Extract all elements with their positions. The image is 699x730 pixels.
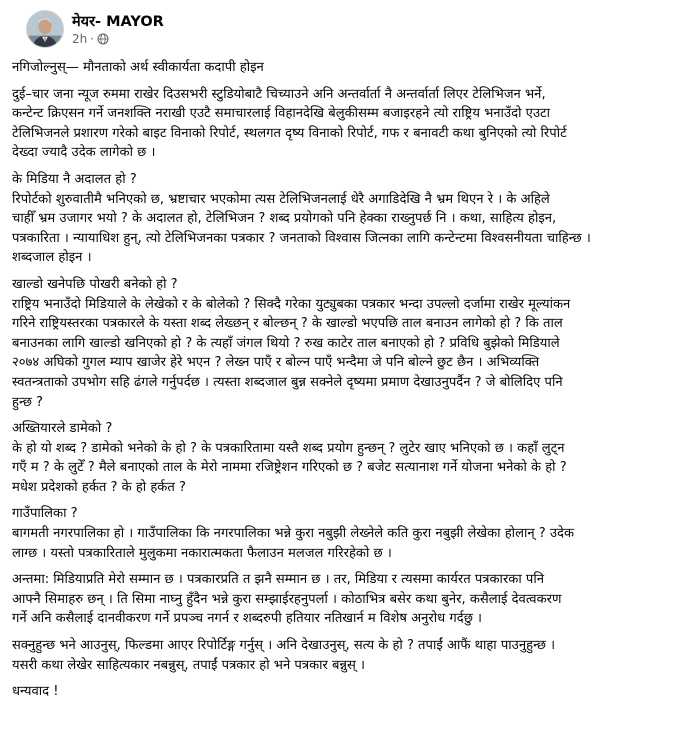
text-line: धन्यवाद ! (12, 684, 59, 700)
text-line: दुई–चार जना न्यूज रुममा राखेर दिउसभरी स्टुडियोबाटै चिच्याउने अनि अन्तर्वार्ता नै अन्तर्वार्ता लिएर टेलिभिजन भर्ने, (12, 86, 546, 102)
text-line: हुन्छ ? (12, 394, 43, 410)
text-line: खाल्डो खनेपछि पोखरी बनेको हो ? (12, 276, 178, 292)
text-line: २०७४ अघिको गुगल म्याप खाजेर हेरे भएन ? लेख्न पाएँ र बोल्न पाएँ भन्दैमा जे पनि बोल्ने छुट छैन । अभिव्यक्ति (12, 355, 540, 371)
post-paragraph (12, 170, 693, 268)
text-line: रिपोर्टको शुरुवातीमै भनिएको छ, भ्रष्टाचार भएकोमा त्यस टेलिभिजनलाई धेरै अगाडिदेखि नै भ्रम थिएन रे । के अहिले (12, 191, 550, 207)
post-paragraph (12, 85, 693, 163)
text-line: मधेश प्रदेशको हर्कत ? के हो हर्कत ? (12, 479, 186, 495)
post-paragraph (12, 58, 693, 78)
text-line: यसरी कथा लेखेर साहित्यकार नबन्नुस्, तपाईं पत्रकार हो भने पत्रकार बन्नुस् । (12, 657, 365, 673)
text-line: के मिडिया नै अदालत हो ? (12, 171, 137, 187)
text-line: गएँ म ? के लुटेँ ? मैले बनाएको ताल के मेरो नाममा रजिष्ट्रेशन गरिएको छ ? बजेट सत्यानाश गर्ने योजना भनेको के हो ? (12, 460, 567, 476)
text-line: लाग्छ । यस्तो पत्रकारिताले मुलुकमा नकारात्मकता फैलाउन मलजल गरिरहेको छ । (12, 545, 392, 561)
text-line: के हो यो शब्द ? डामेको भनेको के हो ? के पत्रकारितामा यस्तै शब्द प्रयोग हुन्छन् ? लुटेर खाए भनिएको छ । कहाँ लुट्न (12, 440, 565, 456)
globe-icon[interactable] (97, 33, 109, 45)
text-line: आफ्नै सिमाहरु छन् । ति सिमा नाघ्नु हुँदैन भन्ने कुरा सम्झाईरहनुपर्ला । कोठाभित्र बसेर कथा बुनेर, कसैलाई देवत्वकरण (12, 591, 562, 607)
avatar[interactable] (26, 10, 64, 48)
post-header (12, 0, 693, 56)
text-line: बनाउनका लागि खाल्डो खनिएको हो ? के त्यहाँ जंगल थियो ? रुख काटेर ताल बनाएको हो ? प्रविधि बुझेको मिडियाले (12, 335, 560, 351)
text-line: शब्दजाल होइन । (12, 250, 92, 266)
text-line: राष्ट्रिय भनाउँदो मिडियाले के लेखेको र के बोलेको ? सिक्दै गरेका युट्युबका पत्रकार भन्दा उपल्लो दर्जामा राखेर मूल्यांकन (12, 296, 571, 312)
text-line: नगिजोल्नुस्— मौनताको अर्थ स्वीकार्यता कदापी होइन (12, 60, 264, 75)
meta-separator: · (90, 32, 95, 46)
text-line: देख्दा ज्यादै उदेक लागेको छ । (12, 145, 156, 161)
post-paragraph (12, 275, 693, 412)
text-line: कन्टेन्ट क्रिएसन गर्ने जनशक्ति नराखी एउटै समाचारलाई विहानदेखि बेलुकीसम्म बजाइरहने त्यो राष्ट्रिय भनाउँदो एउटा (12, 106, 551, 122)
author-name[interactable]: मेयर- MAYOR (72, 14, 164, 30)
post-body (12, 58, 693, 709)
post-paragraph (12, 636, 693, 675)
post-time[interactable]: 2h (72, 32, 88, 46)
text-line: स्वतन्त्रताको उपभोग सहि ढंगले गर्नुपर्दछ । त्यस्ता शब्दजाल बुन्न सक्नेले दृष्यमा प्रमाण देखाउनुपर्दैन ? जे बोलिदिए पनि (12, 374, 563, 390)
text-line: गरिने राष्ट्रियस्तरका पत्रकारले के यस्ता शब्द लेख्छन् र बोल्छन् ? के खाल्डो भएपछि ताल बनाउन लागेको हो ? कि ताल (12, 316, 563, 332)
text-line: टेलिभिजनले प्रशारण गरेको बाइट विनाको रिपोर्ट, स्थलगत दृष्य विनाको रिपोर्ट, गफ र बनावटी कथा बुनिएको त्यो रिपोर्ट (12, 125, 567, 141)
text-line: गाउँपालिका ? (12, 506, 78, 522)
text-line: सक्नुहुन्छ भने आउनुस्, फिल्डमा आएर रिपोर्टिङ्ग गर्नुस् । अनि देखाउनुस्, सत्य के हो ? तपाईं आफैं थाहा पाउनुहुन्छ । (12, 638, 556, 654)
text-line: गर्ने अनि कसैलाई दानवीकरण गर्ने प्रपञ्च नगर्न र शब्दरुपी हतियार नतिखार्न म विशेष अनुरोध गर्दछु । (12, 611, 482, 627)
text-line: चाहीँ भ्रम उजागर भयो ? के अदालत हो, टेलिभिजन ? शब्द प्रयोगको पनि हेक्का राख्नुपर्छ नि । कथा, साहित्य होइन, (12, 211, 557, 227)
text-line: अन्तमा: मिडियाप्रति मेरो सम्मान छ । पत्रकारप्रति त झनै सम्मान छ । तर, मिडिया र त्यसमा कार्यरत पत्रकारका पनि (12, 572, 545, 588)
post-paragraph (12, 570, 693, 629)
text-line: अख्तियारले डामेको ? (12, 421, 113, 437)
post-paragraph (12, 682, 693, 702)
post-paragraph (12, 419, 693, 497)
profile-photo (27, 11, 63, 47)
text-line: पत्रकारिता । न्यायाधिश हुन्, त्यो टेलिभिजनका पत्रकार ? जनताको विश्वास जित्नका लागि कन्टेन्टमा विश्वसनीयता चाहिन्छ । (12, 230, 591, 246)
post-paragraph (12, 504, 693, 563)
post-meta (72, 32, 109, 46)
text-line: बागमती नगरपालिका हो । गाउँपालिका कि नगरपालिका भन्ने कुरा नबुझी लेख्नेले कति कुरा नबुझी लेखेका होलान् ? उदेक (12, 526, 575, 542)
